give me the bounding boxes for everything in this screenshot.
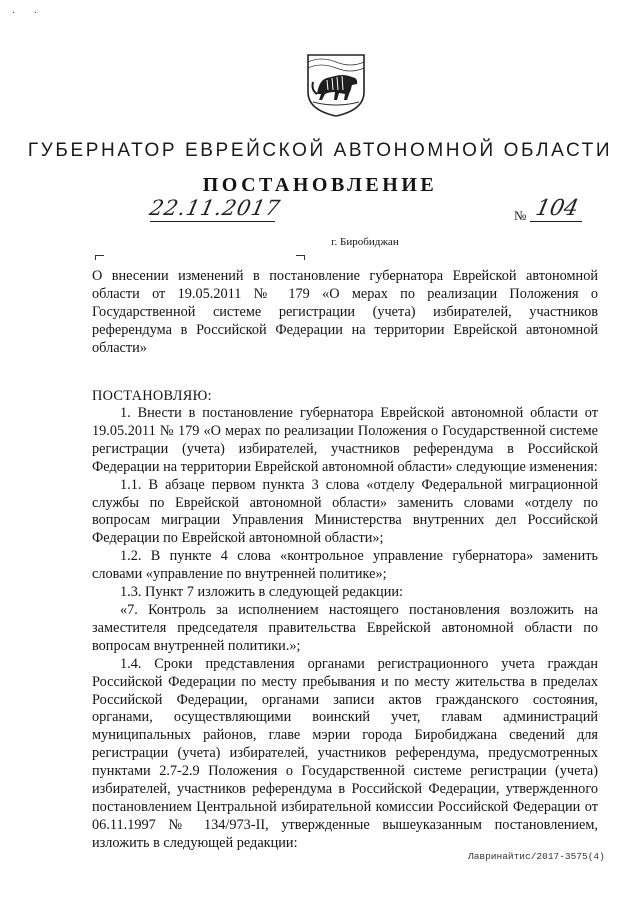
coat-of-arms-icon bbox=[305, 52, 367, 118]
clauses-list bbox=[92, 405, 598, 853]
number-label: № bbox=[514, 208, 527, 223]
document-type: ПОСТАНОВЛЕНИЕ bbox=[202, 174, 438, 196]
date-underline bbox=[150, 221, 275, 222]
clause-1: 1. Внести в постановление губернатора Еврейской автономной области от 19.05.2011 № 179 «О мерах по реализации Положения о Государственной системе регистрации (учета) избирателей, участников референдума в Российской Федерации на территории Еврейской автономной области» следующие изменения: bbox=[92, 405, 598, 475]
clause-1-3: 1.3. Пункт 7 изложить в следующей редакции: bbox=[120, 584, 403, 601]
document-date: 22.11.2017 bbox=[147, 196, 283, 220]
clause-1-4: 1.4. Сроки представления органами регистрационного учета граждан Российской Федерации по месту пребывания и по месту жительства в пределах Российской Федерации, органами записи актов гражданского состояния, органами, осуществляющими воинский учет, главам администраций муниципальных районов, главе мэрии города Биробиджана сведений для регистрации (учета) избирателей, участников референдума, предусмотренных пунктами 2.7-2.9 Положения о Государственной системе регистрации (учета) избирателей, участников референдума в Российской Федерации, утвержденного постановлением Центральной избирательной комиссии Российской Федерации от 06.11.1997 № 134/973-II, утвержденные вышеуказанным постановлением, изложить в следующей редакции: bbox=[92, 655, 598, 851]
footer-code: Лавринайтис/2017-3575(4) bbox=[468, 851, 605, 862]
city-label: г. Биробиджан bbox=[331, 236, 399, 248]
decree-word: ПОСТАНОВЛЯЮ: bbox=[92, 388, 212, 404]
number-underline bbox=[530, 221, 582, 222]
document-number: 104 bbox=[533, 196, 581, 221]
document-subject: О внесении изменений в постановление губернатора Еврейской автономной области от 19.05.2011 № 179 «О мерах по реализации Положения о Государственной системе регистрации (учета) избирателей, участников референдума в Российской Федерации на территории Еврейской автономной области» bbox=[92, 268, 598, 356]
scan-marks: · · bbox=[12, 8, 46, 19]
clause-1-2: 1.2. В пункте 4 слова «контрольное управление губернатора» заменить словами «управление по внутренней политике»; bbox=[92, 548, 598, 583]
corner-mark-left bbox=[95, 255, 104, 260]
clause-1-1: 1.1. В абзаце первом пункта 3 слова «отделу Федеральной миграционной службы по Еврейской автономной области» заменить словами «отделу по вопросам миграции Управления Министерства внутренних дел Российской Федерации по Еврейской автономной области»; bbox=[92, 476, 598, 547]
issuer-title: ГУБЕРНАТОР ЕВРЕЙСКОЙ АВТОНОМНОЙ ОБЛАСТИ bbox=[27, 140, 613, 161]
corner-mark-right bbox=[296, 255, 305, 260]
clause-1-3-text: «7. Контроль за исполнением настоящего постановления возложить на заместителя председателя правительства Еврейской автономной области по вопросам внутренней политики.»; bbox=[92, 601, 598, 654]
